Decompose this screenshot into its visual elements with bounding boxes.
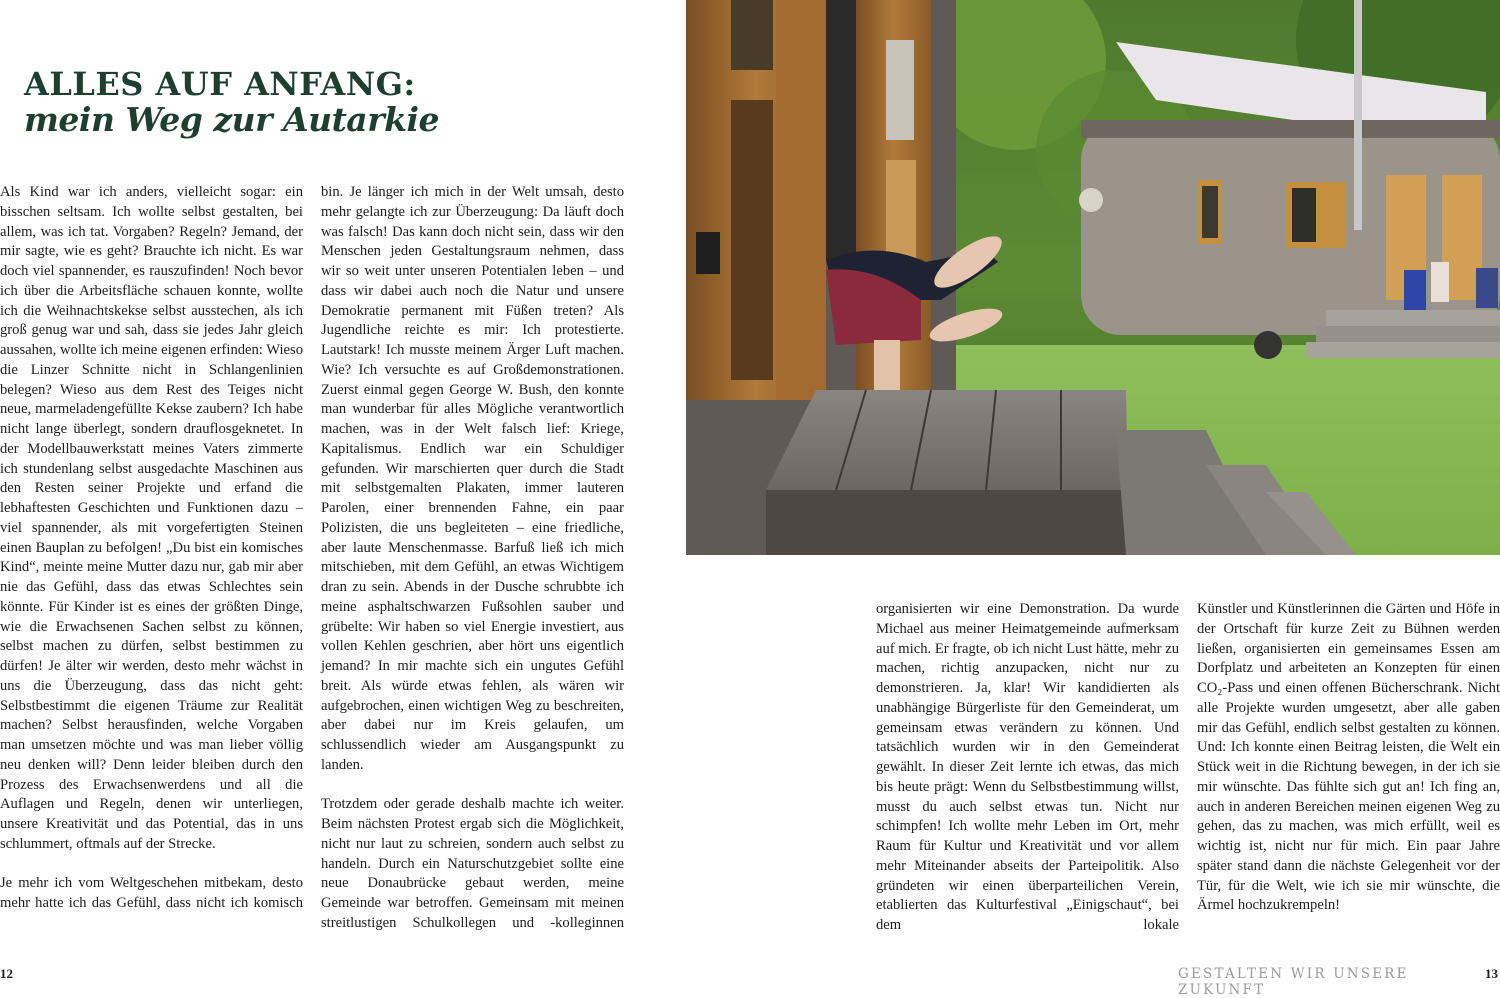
article-title — [24, 66, 439, 138]
text-column-1 — [0, 183, 303, 914]
tiny-house-photo — [686, 0, 1500, 555]
paragraph: Je mehr ich vom Weltgeschehen mitbekam, desto mehr hatte ich das Gefühl, dass nicht ich komisch — [0, 875, 303, 911]
paragraph: Als Kind war ich anders, vielleicht sogar: ein bisschen seltsam. Ich wollte selbst gestalten, bei allem, was ich tat. Vorgaben? Regeln? Jemand, der mir sagte, wie es geht? Brauchte ich nicht. Es war doch viel spannender, es rauszufinden! Noch bevor ich über die Arbeitsfläche schauen konnte, wollte ich die Weihnachtskekse selbst ausstechen, als ich groß genug war und sah, dass sie jedes Jahr gleich aussahen, wollte ich meine eigenen erfinden: Wieso die Linzer Schnitte nicht in Schlangenlinien belegen? Wieso aus dem Rest des Teiges nicht neue, marmeladengefüllte Kekse zaubern? Ich habe nicht lange überlegt, sondern drauflosgeknetet. In der Modellbauwerkstatt meines Vaters zimmerte ich stundenlang selbst ausgedachte Maschinen aus den Resten seiner Projekte und erfand die lebhaftesten Geschichten und Funktionen dazu – viel spannender, als mit vorgefertigten Steinen einen Bauplan zu befolgen! „Du bist ein komisches Kind“, meinte meine Mutter dazu nur, gab mir aber nie das Gefühl, dass das etwas Schlechtes sein könnte. Für Kinder ist es eines der größten Dinge, wie die Erwachsenen Sachen selbst zu können, selbst machen zu dürfen, selbst bestimmen zu dürfen! Je älter wir werden, desto mehr wächst in uns die Überzeugung, dass das nicht geht: Selbstbestimmt die eigenen Träume zur Realität machen? Selbst herausfinden, welche Vorgaben man umsetzen möchte und was man lieber völlig neu denken will? Denn leider bleiben durch den Prozess des Erwachsenwerdens und all die Auflagen und Regeln, denen wir unterliegen, unsere Kreativität und das Potential, das in uns schlummert, oftmals auf der Strecke. — [0, 184, 303, 852]
text-column-2 — [321, 183, 624, 934]
running-title: GESTALTEN WIR UNSERE ZUKUNFT — [1178, 966, 1409, 998]
text-column-3 — [876, 600, 1179, 936]
paragraph: organisierten wir eine Demonstration. Da wurde Michael aus meiner Heimatgemeinde aufmerksam auf mich. Er fragte, ob ich nicht Lust hätte, mehr zu machen, richtig anzupacken, nicht nur zu demonstrieren. Ja, klar! Wir kandidierten als unabhängige Bürgerliste für den Gemeinderat, um gemeinsam etwas verändern zu können. Und tatsächlich wurden wir in den Gemeinderat gewählt. In dieser Zeit lernte ich etwas, das mich bis heute prägt: Wenn du Selbstbestimmung willst, musst du auch selbst etwas tun. Nicht nur schimpfen! Ich wollte mehr Leben im Ort, mehr Raum für Kultur und Kreativität und vor allem mehr Miteinander abseits der Parteipolitik. Also gründeten wir einen überparteilichen Verein, etablierten das Kulturfestival „Einigschaut“, bei dem lokale — [876, 601, 1179, 933]
page-number-right: 13 — [1485, 966, 1498, 981]
paragraph: Trotzdem oder gerade deshalb machte ich weiter. Beim nächsten Protest ergab sich die Möglichkeit, nicht nur laut zu schreien, sondern auch selbst zu handeln. Durch ein Naturschutzgebiet sollte eine neue Donaubrücke gebaut werden, meine Gemeinde war betroffen. Gemeinsam mit meinen streitlustigen Schulkollegen und -kolleginnen — [321, 796, 624, 931]
text-column-4 — [1197, 600, 1500, 916]
article-photo — [686, 0, 1500, 555]
title-line-2: mein Weg zur Autarkie — [24, 100, 439, 139]
paragraph: bin. Je länger ich mich in der Welt umsah, desto mehr gelangte ich zur Überzeugung: Da läuft doch was falsch! Das kann doch nicht sein, dass wir den Menschen jeden Gestaltungsraum nehmen, dass wir so weit unter unseren Potentialen leben – und dass wir dabei auch noch die Natur und unsere Demokratie permanent mit Füßen treten? Als Jugendliche reichte es mir: Ich protestierte. Lautstark! Ich musste meinem Ärger Luft machen. Wie? Ich versuchte es auf Großdemonstrationen. Zuerst einmal gegen George W. Bush, den konnte man wunderbar für alles Mögliche verantwortlich machen, was in der Welt falsch lief: Kriege, Kapitalismus. Endlich war ein Schuldiger gefunden. Wir marschierten quer durch die Stadt mit selbstgemalten Plakaten, immer lauteren Parolen, einer brennenden Fahne, ein paar Polizisten, die uns begleiteten – eine friedliche, aber laute Menschenmasse. Barfuß ließ ich mich mitschieben, mit dem Gefühl, an etwas Wichtigem dran zu sein. Abends in der Dusche schrubbte ich meine asphaltschwarzen Fußsohlen sauber und grübelte: Wir haben so viel Energie investiert, aus vollen Kehlen geschrien, aber hört uns eigentlich jemand? In mir machte sich ein ungutes Gefühl breit. Als würde etwas fehlen, als wären wir aufgebrochen, einen wichtigen Weg zu beschreiten, aber dabei nur im Kreis gelaufen, um schlussendlich wieder am Ausgangspunkt zu landen. — [321, 184, 624, 773]
title-line-1: ALLES AUF ANFANG: — [24, 65, 416, 103]
page-number-left: 12 — [0, 966, 13, 981]
paragraph: Künstler und Künstlerinnen die Gärten und Höfe in der Ortschaft für kurze Zeit zu Bühnen werden ließen, organisierten ein gemeinsames Essen am Dorfplatz und arbeiteten an Konzepten für einen CO₂-Pass und einen offenen Bücherschrank. Nicht alle Projekte wurden umgesetzt, aber alle gaben mir das Gefühl, endlich selbst gestalten zu können. Und: Ich konnte einen Beitrag leisten, die Welt ein Stück weit in die Richtung bewegen, in der ich sie mir wünschte. Das fühlte sich gut an! Ich fing an, auch in anderen Bereichen meinen eigenen Weg zu gehen, das zu machen, was mich erfüllt, weil es wichtig ist, nicht nur für mich. Ein paar Jahre später stand dann die nächste Gelegenheit vor der Tür, für die Welt, wie ich sie mir wünschte, die Ärmel hochzukrempeln! — [1197, 601, 1500, 914]
